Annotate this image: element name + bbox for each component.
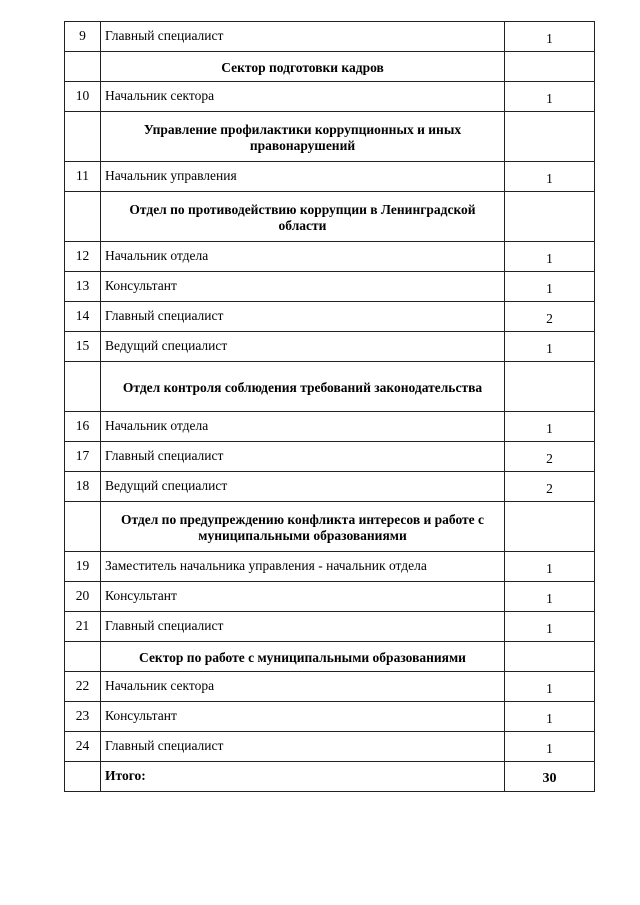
- position-name: Консультант: [101, 702, 505, 731]
- table-row: [65, 332, 595, 362]
- staff-table: [64, 21, 595, 792]
- position-qty: 1: [505, 272, 595, 301]
- total-row: [65, 762, 595, 792]
- table-row: [65, 612, 595, 642]
- row-number: 23: [65, 702, 101, 731]
- section-title: Сектор по работе с муниципальными образованиями: [101, 642, 505, 671]
- row-number: 14: [65, 302, 101, 331]
- row-number: 16: [65, 412, 101, 441]
- row-number: [65, 112, 101, 161]
- table-row: [65, 22, 595, 52]
- section-title: Управление профилактики коррупционных и иных правонарушений: [101, 112, 505, 161]
- position-name: Начальник управления: [101, 162, 505, 191]
- row-number: [65, 502, 101, 551]
- position-qty: 1: [505, 162, 595, 191]
- row-number: 24: [65, 732, 101, 761]
- position-name: Консультант: [101, 272, 505, 301]
- position-name: Главный специалист: [101, 302, 505, 331]
- row-number: 20: [65, 582, 101, 611]
- table-row: [65, 82, 595, 112]
- position-name: Начальник сектора: [101, 82, 505, 111]
- row-number: [65, 362, 101, 411]
- table-row: [65, 552, 595, 582]
- section-row: [65, 52, 595, 82]
- section-row: [65, 112, 595, 162]
- section-title: Отдел контроля соблюдения требований законодательства: [101, 362, 505, 411]
- table-row: [65, 582, 595, 612]
- section-row: [65, 502, 595, 552]
- table-row: [65, 732, 595, 762]
- position-qty: [505, 642, 595, 671]
- position-qty: 1: [505, 82, 595, 111]
- table-row: [65, 162, 595, 192]
- position-qty: 2: [505, 442, 595, 471]
- section-row: [65, 192, 595, 242]
- table-row: [65, 302, 595, 332]
- row-number: [65, 192, 101, 241]
- row-number: 15: [65, 332, 101, 361]
- section-title: Отдел по противодействию коррупции в Ленинградской области: [101, 192, 505, 241]
- position-name: Главный специалист: [101, 732, 505, 761]
- table-row: [65, 702, 595, 732]
- row-number: [65, 642, 101, 671]
- position-name: Начальник отдела: [101, 242, 505, 271]
- section-row: [65, 642, 595, 672]
- position-qty: 1: [505, 552, 595, 581]
- position-name: Начальник сектора: [101, 672, 505, 701]
- table-row: [65, 442, 595, 472]
- row-number: 12: [65, 242, 101, 271]
- position-name: Главный специалист: [101, 22, 505, 51]
- section-title: Сектор подготовки кадров: [101, 52, 505, 81]
- row-number: [65, 762, 101, 791]
- position-qty: 1: [505, 582, 595, 611]
- table-row: [65, 242, 595, 272]
- row-number: 19: [65, 552, 101, 581]
- row-number: 18: [65, 472, 101, 501]
- table-row: [65, 412, 595, 442]
- section-title: Отдел по предупреждению конфликта интересов и работе с муниципальными образованиями: [101, 502, 505, 551]
- position-name: Ведущий специалист: [101, 332, 505, 361]
- row-number: 17: [65, 442, 101, 471]
- position-qty: [505, 52, 595, 81]
- position-qty: 1: [505, 702, 595, 731]
- position-qty: [505, 502, 595, 551]
- total-label: Итого:: [101, 762, 505, 791]
- row-number: 21: [65, 612, 101, 641]
- position-qty: 1: [505, 242, 595, 271]
- position-qty: 1: [505, 22, 595, 51]
- position-qty: [505, 112, 595, 161]
- position-qty: 1: [505, 332, 595, 361]
- row-number: 22: [65, 672, 101, 701]
- position-name: Ведущий специалист: [101, 472, 505, 501]
- table-row: [65, 272, 595, 302]
- position-name: Главный специалист: [101, 612, 505, 641]
- row-number: [65, 52, 101, 81]
- position-qty: [505, 362, 595, 411]
- position-qty: 2: [505, 302, 595, 331]
- position-qty: [505, 192, 595, 241]
- position-qty: 1: [505, 672, 595, 701]
- table-row: [65, 472, 595, 502]
- position-name: Заместитель начальника управления - начальник отдела: [101, 552, 505, 581]
- position-name: Начальник отдела: [101, 412, 505, 441]
- position-name: Консультант: [101, 582, 505, 611]
- row-number: 13: [65, 272, 101, 301]
- position-qty: 2: [505, 472, 595, 501]
- position-qty: 1: [505, 612, 595, 641]
- row-number: 11: [65, 162, 101, 191]
- total-qty: 30: [505, 762, 595, 791]
- position-qty: 1: [505, 732, 595, 761]
- position-name: Главный специалист: [101, 442, 505, 471]
- section-row: [65, 362, 595, 412]
- row-number: 10: [65, 82, 101, 111]
- position-qty: 1: [505, 412, 595, 441]
- row-number: 9: [65, 22, 101, 51]
- table-row: [65, 672, 595, 702]
